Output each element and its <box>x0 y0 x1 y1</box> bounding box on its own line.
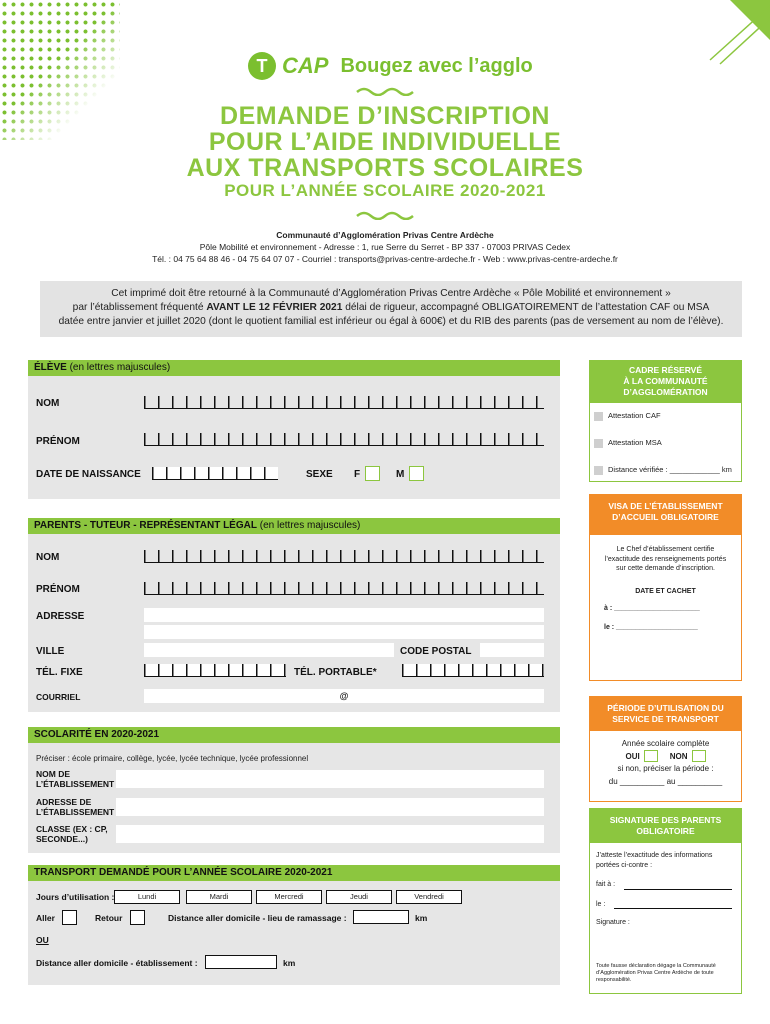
form-title <box>0 103 770 181</box>
scolarite-section <box>28 727 560 853</box>
notice-line: Cet imprimé doit être retourné à la Communauté d’Agglomération Privas Centre Ardèche « Pôle Mobilité et environnement » <box>111 288 671 299</box>
aller-label: Aller <box>36 913 55 923</box>
periode-dates-field[interactable]: du __________ au __________ <box>608 777 723 786</box>
sexe-f-checkbox[interactable] <box>365 466 380 481</box>
eleve-prenom-label: PRÉNOM <box>36 436 80 447</box>
parent-nom-label: NOM <box>36 552 60 563</box>
tel-fixe-input[interactable] <box>144 664 286 677</box>
retour-label: Retour <box>95 913 123 923</box>
parent-nom-input[interactable] <box>144 550 544 563</box>
eleve-header: ÉLÈVE (en lettres majuscules) <box>28 360 560 376</box>
instructions-notice <box>40 281 742 337</box>
title-line: POUR L’AIDE INDIVIDUELLE <box>208 128 562 156</box>
parents-header: PARENTS - TUTEUR - REPRÉSENTANT LÉGAL (en lettres majuscules) <box>28 518 560 534</box>
fait-a-label: fait à : <box>596 881 616 888</box>
day-mercredi[interactable]: Mercredi <box>256 890 322 904</box>
parents-section <box>28 518 560 712</box>
wave-divider-top <box>355 86 415 96</box>
attestation-msa[interactable]: Attestation MSA <box>594 438 662 448</box>
eleve-dob-input[interactable] <box>152 467 278 480</box>
distance-ramassage-label: Distance aller domicile - lieu de ramassage : <box>168 913 347 923</box>
attestation-caf[interactable]: Attestation CAF <box>594 411 661 421</box>
sexe-m-checkbox[interactable] <box>409 466 424 481</box>
tcap-logo <box>248 52 533 80</box>
eleve-nom-label: NOM <box>36 398 60 409</box>
slogan: Bougez avec l’agglo <box>340 54 533 77</box>
aller-checkbox[interactable] <box>62 910 77 925</box>
periode-header: PÉRIODE D’UTILISATION DU SERVICE DE TRANSPORT <box>590 697 741 731</box>
ou-label: OU <box>36 935 49 945</box>
le-line[interactable] <box>614 908 732 909</box>
date-cachet-label: DATE ET CACHET <box>635 587 696 595</box>
distance-verifiee: Distance vérifiée : ____________ km <box>594 465 732 475</box>
transport-header: TRANSPORT DEMANDÉ POUR L’ANNÉE SCOLAIRE 2020-2021 <box>28 865 560 881</box>
ville-label: VILLE <box>36 646 65 657</box>
adresse-etab-label: ADRESSE DE L’ÉTABLISSEMENT <box>36 797 115 817</box>
atteste-text: J’atteste l’exactitude des informations portées ci-contre : <box>596 852 713 869</box>
nom-etab-input[interactable] <box>116 770 544 788</box>
courriel-label: COURRIEL <box>36 692 81 702</box>
eleve-dob-label: DATE DE NAISSANCE <box>36 469 141 480</box>
notice-line: datée entre janvier et juillet 2020 (dont le quotient familial est inférieur ou égal à 600€) et du RIB des parents (pas de versement au nom de l’élève). <box>58 316 724 327</box>
oui-non-row <box>590 750 741 762</box>
transport-section <box>28 865 560 985</box>
non-label: NON <box>669 751 688 761</box>
signature-header: SIGNATURE DES PARENTS OBLIGATOIRE <box>590 809 741 843</box>
le-label: le : <box>596 901 606 908</box>
km-unit: km <box>415 913 428 923</box>
fait-a-line[interactable] <box>624 889 732 890</box>
day-jeudi[interactable]: Jeudi <box>326 890 392 904</box>
signature-box <box>589 808 742 994</box>
visa-header: VISA DE L’ÉTABLISSEMENT D’ACCUEIL OBLIGATOIRE <box>590 495 741 535</box>
notice-line: par l’établissement fréquenté AVANT LE 12 FÉVRIER 2021 délai de rigueur, accompagné OBLIGATOIREMENT de l’attestation CAF ou MSA <box>72 302 710 313</box>
oui-checkbox[interactable] <box>644 750 658 762</box>
distance-checkbox[interactable] <box>594 466 603 475</box>
courriel-input[interactable] <box>144 689 544 703</box>
form-subtitle: POUR L’ANNÉE SCOLAIRE 2020-2021 <box>224 181 546 200</box>
code-postal-input[interactable] <box>480 643 544 657</box>
corner-stripes-decoration <box>700 0 770 70</box>
signature-footnote: Toute fausse déclaration dégage la Communauté d’Agglomération Privas Centre Ardèche de toute responsabilité. <box>596 963 716 983</box>
title-line: DEMANDE D’INSCRIPTION <box>220 102 550 130</box>
distance-etab-label: Distance aller domicile - établissement : <box>36 958 198 968</box>
sexe-f-label: F <box>354 469 361 480</box>
cadre-reserve-box <box>589 360 742 482</box>
tel-fixe-label: TÉL. FIXE <box>36 667 83 678</box>
caf-checkbox[interactable] <box>594 412 603 421</box>
retour-checkbox[interactable] <box>130 910 145 925</box>
adresse-input-line1[interactable] <box>144 608 544 622</box>
km-unit: km <box>283 958 296 968</box>
day-lundi[interactable]: Lundi <box>114 890 180 904</box>
preciser-text: Préciser : école primaire, collège, lycée, lycée technique, lycée professionnel <box>36 754 309 763</box>
logo-mark: T <box>248 52 276 80</box>
annee-complete-label: Année scolaire complète <box>621 739 710 748</box>
at-sign: @ <box>339 691 349 701</box>
wave-divider-bottom <box>355 210 415 220</box>
org-address: Pôle Mobilité et environnement - Adresse : 1, rue Serre du Serret - BP 337 - 07003 PRIVAS Cedex <box>199 242 571 252</box>
adresse-label: ADRESSE <box>36 611 85 622</box>
nom-etab-label: NOM DE L’ÉTABLISSEMENT <box>36 769 115 789</box>
periode-box <box>589 696 742 802</box>
deadline: AVANT LE 12 FÉVRIER 2021 <box>206 302 343 313</box>
title-line: AUX TRANSPORTS SCOLAIRES <box>186 154 584 182</box>
org-name: Communauté d’Agglomération Privas Centre Ardèche <box>276 230 494 240</box>
day-mardi[interactable]: Mardi <box>186 890 252 904</box>
tel-portable-input[interactable] <box>402 664 544 677</box>
eleve-prenom-input[interactable] <box>144 433 544 446</box>
sexe-label: SEXE <box>306 469 333 480</box>
eleve-section <box>28 360 560 499</box>
oui-label: OUI <box>625 751 640 761</box>
si-non-label: si non, préciser la période : <box>617 764 714 773</box>
organization-info <box>0 229 770 265</box>
visa-text: Le Chef d’établissement certifie l’exactitude des renseignements portés sur cette demande d’inscription. <box>604 546 727 572</box>
classe-label: CLASSE (EX : CP, SECONDE...) <box>36 824 108 844</box>
adresse-input-line2[interactable] <box>144 625 544 639</box>
visa-box <box>589 494 742 681</box>
logo-text: CAP <box>282 53 329 78</box>
visa-date-field[interactable]: le : _____________________ <box>604 623 698 631</box>
parent-prenom-label: PRÉNOM <box>36 584 80 595</box>
scolarite-header: SCOLARITÉ EN 2020-2021 <box>28 727 560 743</box>
signature-label[interactable]: Signature : <box>596 919 630 926</box>
day-vendredi[interactable]: Vendredi <box>396 890 462 904</box>
distance-ramassage-input[interactable] <box>353 910 409 924</box>
visa-lieu-field[interactable]: à : ______________________ <box>604 604 700 612</box>
ville-input[interactable] <box>144 643 394 657</box>
adresse-etab-input[interactable] <box>116 798 544 816</box>
eleve-nom-input[interactable] <box>144 396 544 409</box>
classe-input[interactable] <box>116 825 544 843</box>
parent-prenom-input[interactable] <box>144 582 544 595</box>
msa-checkbox[interactable] <box>594 439 603 448</box>
org-contact: Tél. : 04 75 64 88 46 - 04 75 64 07 07 - Courriel : transports@privas-centre-ardeche.fr - Web : www.privas-centre-ardeche.fr <box>152 254 618 264</box>
cadre-header: CADRE RÉSERVÉ À LA COMMUNAUTÉ D’AGGLOMÉRATION <box>590 361 741 403</box>
distance-etab-input[interactable] <box>205 955 277 969</box>
jours-label: Jours d’utilisation : <box>36 892 115 902</box>
sexe-m-label: M <box>396 469 405 480</box>
code-postal-label: CODE POSTAL <box>400 646 472 657</box>
tel-portable-label: TÉL. PORTABLE* <box>294 667 377 678</box>
non-checkbox[interactable] <box>692 750 706 762</box>
